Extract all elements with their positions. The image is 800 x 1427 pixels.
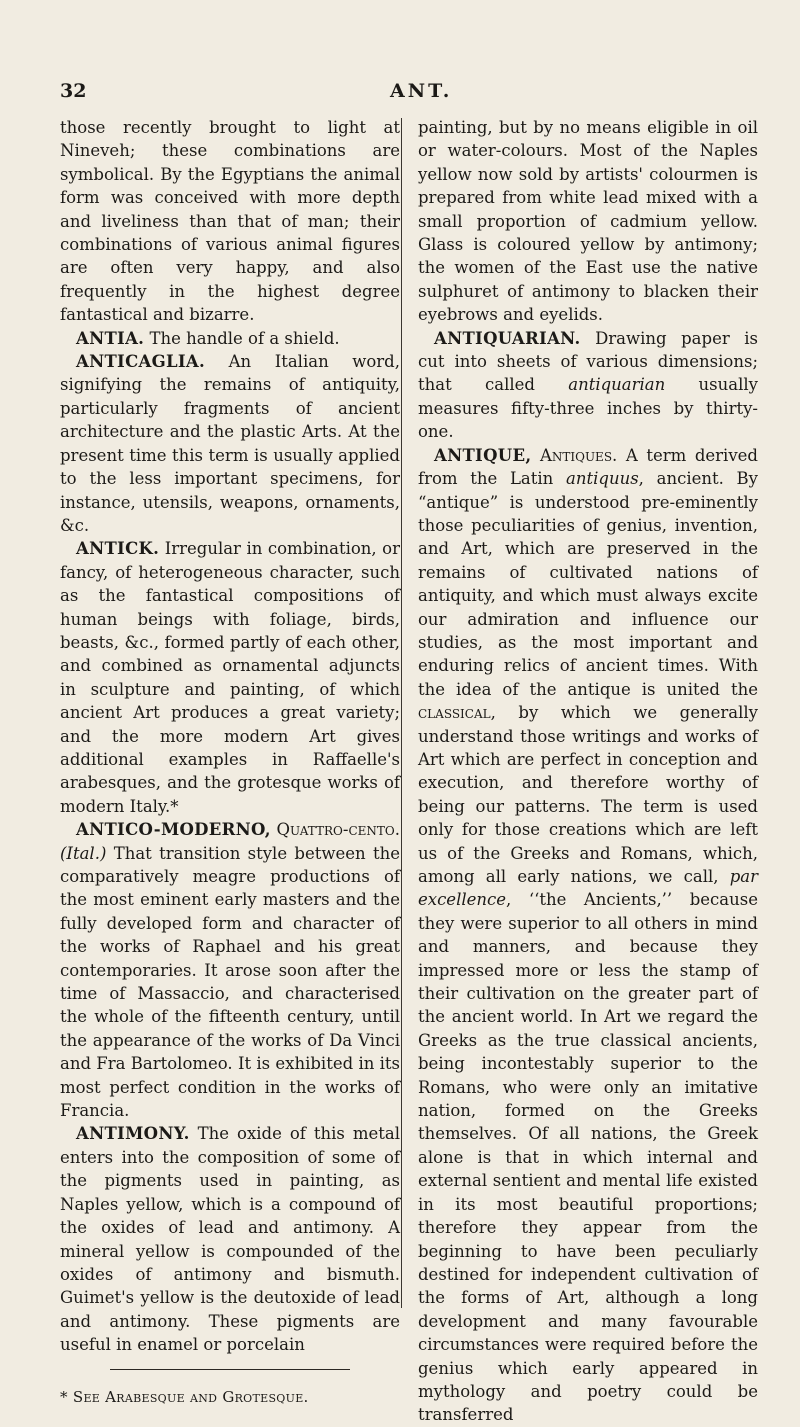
term-antiquarian: antiquarian <box>568 375 666 395</box>
definition-antick: Irregular in combination, or fancy, of heterogeneous character, such as the fantastical compositions of human beings with foliage, birds, beasts, &c., formed partly of each other, and combined as ornamental adjuncts in sculpture and painting, of which ancient Art produces a great variety; and the more modern Art gives additional examples in Raffaelle's arabesques, and the grotesque works of modern Italy.* <box>60 539 400 816</box>
alt-name-quattro-cento: Quattro-cento. <box>270 820 400 840</box>
definition-antique-4: , ‘‘the Ancients,’’ because they were superior to all others in mind and manners, and because they impressed more or less the stamp of their cultivation on the greater part of the ancient world. In Art we regard the Greeks as the true classical ancients, being incontestably superior to the Romans, who were only an imitative nation, formed on the Greeks themselves. Of all nations, the Greek alone is that in which internal and external sentient and mental life existed in its most beautiful proportions; therefore they appear from the beginning to have been peculiarly destined for independent cultivation of the forms of Art, although a long development and many favourable circumstances were required before the genius which early appeared in mythology and poetry could be transferred <box>418 890 758 1425</box>
definition-anticaglia: An Italian word, signifying the remains of antiquity, particularly fragments of ancient architecture and the plastic Arts. At the present time this term is usually applied to the less important specimens, for instance, utensils, weapons, ornaments, &c. <box>60 352 400 535</box>
headword-anticaglia: ANTICAGLIA. <box>76 352 206 372</box>
entry-antique <box>418 444 758 1427</box>
language-note: (Ital.) <box>60 843 107 863</box>
headword-antimony: ANTIMONY. <box>76 1124 190 1144</box>
page-header <box>60 80 760 106</box>
definition-antiquarian: Drawing paper is cut into sheets of various dimensions; that called <box>418 328 758 395</box>
headword-antick: ANTICK. <box>76 539 160 559</box>
term-par-excellence: par excellence <box>418 867 758 910</box>
entry-antia <box>60 327 400 350</box>
entry-anticaglia <box>60 350 400 537</box>
headword-antiquarian: ANTIQUARIAN. <box>434 328 581 348</box>
definition-antiquarian-cont: usually measures fifty-three inches by thirty-one. <box>418 375 758 442</box>
term-antiquus: antiquus <box>566 469 639 489</box>
footnote-rule <box>110 1369 350 1370</box>
headword-antico-moderno: ANTICO-MODERNO, <box>76 820 271 840</box>
page-number: 32 <box>60 80 87 102</box>
definition-antique-1: A term derived from the Latin <box>418 445 758 489</box>
right-column <box>418 116 758 1427</box>
paragraph-continued-right: painting, but by no means eligible in oil or water-colours. Most of the Naples yellow now sold by artists' colourmen is prepared from white lead mixed with a small proportion of cadmium yellow. Glass is coloured yellow by antimony; the women of the East use the native sulphuret of antimony to blacken their eyebrows and eyelids. <box>418 118 758 325</box>
entry-antico-moderno <box>60 818 400 1122</box>
footnote: * See Arabesque and Grotesque. <box>60 1387 309 1406</box>
alt-name-antiques: Antiques. <box>531 445 618 465</box>
headword-antique: ANTIQUE, <box>434 445 532 465</box>
entry-antick <box>60 537 400 818</box>
definition-antico-moderno: That transition style between the comparatively meagre productions of the most eminent early masters and the fully developed form and character of the works of Raphael and his great contemporaries. It arose soon after the time of Massaccio, and characterised the whole of the fifteenth century, until the appearance of the works of Da Vinci and Fra Bartolomeo. It is exhibited in its most perfect condition in the works of Francia. <box>60 843 400 1121</box>
paragraph-continued: those recently brought to light at Nineveh; these combinations are symbolical. By the Egyptians the animal form was conceived with more depth and liveliness than that of man; their combinations of various animal figures are often very happy, and also frequently in the highest degree fantastical and bizarre. <box>60 118 400 325</box>
entry-antimony <box>60 1122 400 1356</box>
entry-antiquarian <box>418 327 758 444</box>
term-classical: classical <box>418 703 491 723</box>
definition-antimony: The oxide of this metal enters into the composition of some of the pigments used in painting, as Naples yellow, which is a compound of the oxides of lead and antimony. A mineral yellow is compounded of the oxides of antimony and bismuth. Guimet's yellow is the deutoxide of lead and antimony. These pigments are useful in enamel or porcelain <box>60 1124 400 1355</box>
headword-antia: ANTIA. <box>76 328 145 348</box>
left-column <box>60 116 400 1409</box>
definition-antia: The handle of a shield. <box>144 328 340 348</box>
definition-antique-3: , by which we generally understand those writings and works of Art which are perfect in conception and execution, and therefore worthy of being our patterns. The term is used only for those creations which are left us of the Greeks and Romans, which, among all early nations, we call, <box>418 703 758 886</box>
running-head: ANT. <box>390 80 453 102</box>
definition-antique-2: , ancient. By “antique” is understood pre-eminently those peculiarities of genius, invention, and Art, which are preserved in the remains of cultivated nations of antiquity, and which must always excite our admiration and influence our studies, as the most important and enduring relics of ancient times. With the idea of the antique is united the <box>418 469 758 699</box>
column-divider <box>401 118 402 1308</box>
